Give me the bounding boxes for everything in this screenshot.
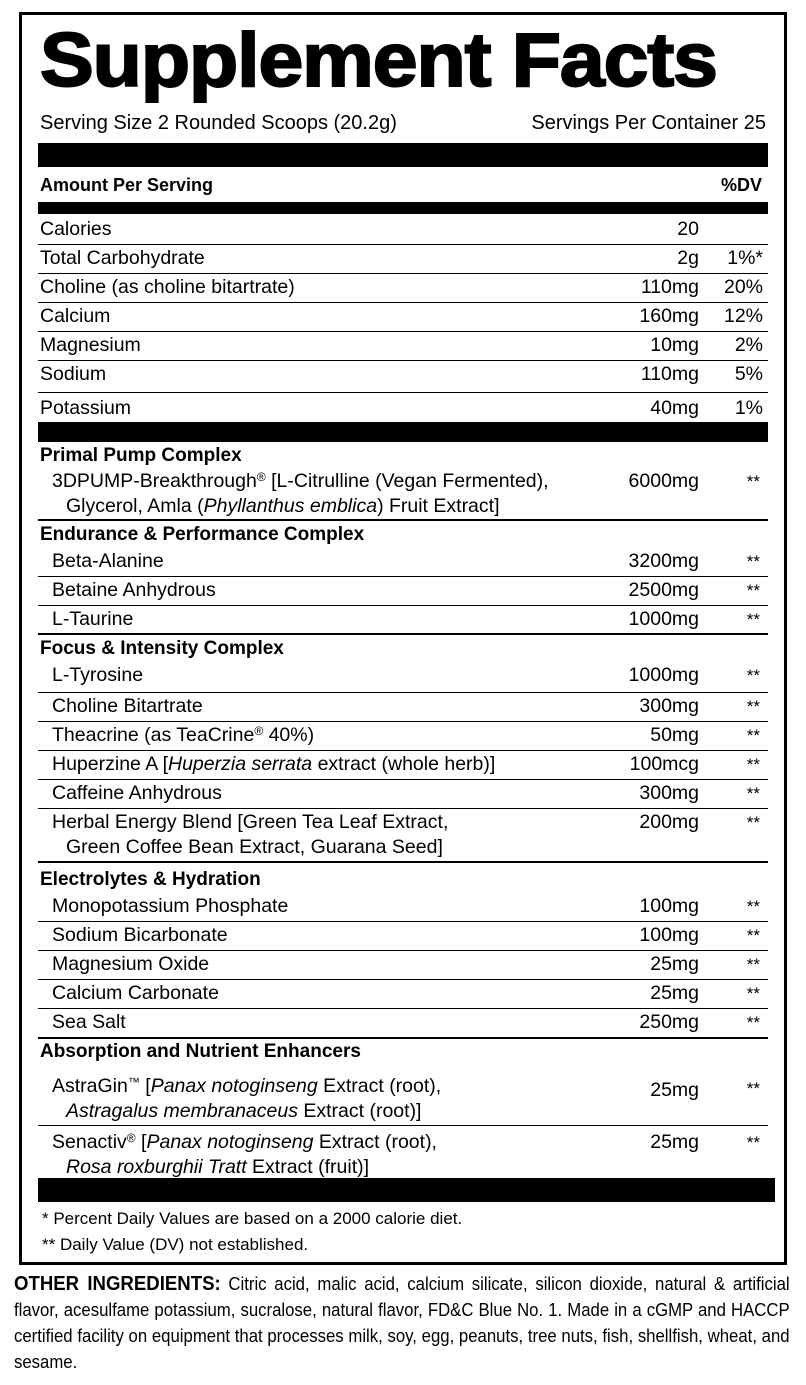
nutrient-dv: 2%	[734, 334, 763, 356]
ingredient-name: Huperzine A [Huperzia serrata extract (whole herb)]	[52, 753, 496, 775]
ingredient-amount: 100mcg	[629, 753, 699, 775]
amount-per-serving-header	[40, 175, 762, 196]
ingredient-row	[38, 548, 768, 577]
ingredient-name-line2: Rosa roxburghii Tratt Extract (fruit)]	[66, 1156, 370, 1178]
serving-size: Serving Size 2 Rounded Scoops (20.2g)	[40, 112, 397, 134]
ingredient-amount: 3200mg	[628, 550, 699, 572]
ingredient-dv: **	[746, 1013, 760, 1032]
footnote-dv-basis: * Percent Daily Values are based on a 2000 calorie diet.	[42, 1209, 463, 1228]
ingredient-amount: 300mg	[639, 695, 699, 717]
nutrient-dv: 1%	[734, 397, 763, 419]
ingredient-row	[38, 780, 768, 809]
dv-header: %DV	[720, 175, 762, 195]
other-ingredients	[14, 1271, 790, 1375]
nutrient-name: Magnesium	[40, 334, 141, 356]
ingredient-row	[38, 468, 768, 521]
thick-divider	[38, 1178, 775, 1202]
section-title-endurance: Endurance & Performance Complex	[40, 524, 365, 545]
nutrient-row	[38, 361, 768, 393]
servings-per-container: Servings Per Container 25	[531, 112, 766, 134]
ingredient-row	[38, 922, 768, 951]
ingredient-dv: **	[746, 610, 760, 629]
serving-info	[40, 112, 766, 135]
ingredient-amount: 200mg	[639, 811, 699, 833]
ingredient-name: Monopotassium Phosphate	[52, 895, 289, 917]
ingredient-dv: **	[746, 955, 760, 974]
ingredient-amount: 250mg	[639, 1011, 699, 1033]
nutrient-name: Calories	[40, 218, 112, 240]
ingredient-row	[38, 980, 768, 1009]
ingredient-dv: **	[746, 697, 760, 716]
ingredient-amount: 2500mg	[628, 579, 699, 601]
ingredient-row	[38, 722, 768, 751]
ingredient-amount: 25mg	[650, 982, 699, 1004]
amount-per-serving-label: Amount Per Serving	[40, 175, 214, 195]
ingredient-dv: **	[746, 552, 760, 571]
ingredient-row	[38, 951, 768, 980]
ingredient-row	[38, 1065, 768, 1126]
nutrient-dv: 20%	[723, 276, 763, 298]
ingredient-row	[38, 577, 768, 606]
ingredient-row	[38, 693, 768, 722]
nutrient-amount: 2g	[677, 247, 699, 269]
nutrient-amount: 110mg	[640, 363, 699, 385]
ingredient-row	[38, 662, 768, 693]
ingredient-name: Magnesium Oxide	[52, 953, 210, 975]
nutrient-dv: 1%*	[727, 247, 763, 269]
ingredient-dv: **	[746, 813, 760, 832]
section-title-focus: Focus & Intensity Complex	[40, 638, 284, 659]
ingredient-name: L-Taurine	[52, 608, 134, 630]
supplement-facts-panel	[19, 12, 787, 1265]
ingredient-name: Betaine Anhydrous	[52, 579, 216, 601]
footnote-dv-not-established: ** Daily Value (DV) not established.	[42, 1235, 309, 1254]
ingredient-row	[38, 893, 768, 922]
ingredient-dv: **	[746, 472, 760, 491]
ingredient-amount: 100mg	[639, 895, 699, 917]
nutrient-name: Calcium	[40, 305, 111, 327]
nutrient-amount: 10mg	[650, 334, 699, 356]
thick-divider	[38, 422, 768, 442]
ingredient-amount: 100mg	[639, 924, 699, 946]
nutrient-row	[38, 274, 768, 303]
ingredient-dv: **	[746, 784, 760, 803]
nutrient-dv: 5%	[734, 363, 763, 385]
ingredient-row	[38, 1129, 768, 1179]
nutrient-name: Choline (as choline bitartrate)	[40, 276, 295, 298]
ingredient-name: 3DPUMP-Breakthrough® [L-Citrulline (Vegan Fermented),	[52, 470, 549, 492]
medium-divider	[38, 202, 768, 214]
section-title-electrolytes: Electrolytes & Hydration	[40, 869, 261, 890]
ingredient-name: Calcium Carbonate	[52, 982, 219, 1004]
nutrient-row	[38, 303, 768, 332]
ingredient-name: Caffeine Anhydrous	[52, 782, 222, 804]
nutrient-amount: 160mg	[639, 305, 699, 327]
ingredient-dv: **	[746, 755, 760, 774]
section-title-absorption: Absorption and Nutrient Enhancers	[40, 1041, 361, 1062]
ingredient-amount: 1000mg	[628, 608, 699, 630]
nutrient-row	[38, 216, 768, 245]
ingredient-name: L-Tyrosine	[52, 664, 144, 686]
ingredient-amount: 50mg	[650, 724, 699, 746]
panel-title: Supplement Facts	[40, 18, 717, 103]
ingredient-amount: 25mg	[650, 953, 699, 975]
thick-divider	[38, 143, 768, 167]
ingredient-name-line2: Astragalus membranaceus Extract (root)]	[66, 1100, 422, 1122]
nutrient-dv: 12%	[723, 305, 763, 327]
nutrient-row	[38, 245, 768, 274]
ingredient-name: Choline Bitartrate	[52, 695, 203, 717]
nutrient-amount: 110mg	[640, 276, 699, 298]
nutrient-amount: 40mg	[650, 397, 699, 419]
ingredient-name: Sea Salt	[52, 1011, 126, 1033]
ingredient-row	[38, 606, 768, 635]
ingredient-name-line2: Glycerol, Amla (Phyllanthus emblica) Fruit Extract]	[66, 495, 500, 517]
ingredient-dv: **	[746, 926, 760, 945]
ingredient-name: Beta-Alanine	[52, 550, 164, 572]
ingredient-dv: **	[746, 726, 760, 745]
ingredient-amount: 1000mg	[628, 664, 699, 686]
ingredient-name: Senactiv® [Panax notoginseng Extract (root),	[52, 1131, 437, 1153]
other-ingredients-label: OTHER INGREDIENTS:	[14, 1273, 221, 1295]
nutrient-row	[38, 332, 768, 361]
nutrient-name: Sodium	[40, 363, 107, 385]
ingredient-amount: 25mg	[650, 1079, 699, 1101]
ingredient-dv: **	[746, 897, 760, 916]
ingredient-dv: **	[746, 984, 760, 1003]
ingredient-row	[38, 809, 768, 863]
ingredient-amount: 25mg	[650, 1131, 699, 1153]
ingredient-name: Herbal Energy Blend [Green Tea Leaf Extract,	[52, 811, 449, 833]
ingredient-name-line2: Green Coffee Bean Extract, Guarana Seed]	[66, 836, 443, 858]
ingredient-name: Theacrine (as TeaCrine® 40%)	[52, 724, 315, 746]
ingredient-amount: 300mg	[639, 782, 699, 804]
nutrient-row	[38, 395, 768, 424]
other-ingredients-text: Citric acid, malic acid, calcium silicate, silicon dioxide, natural & artificial flavor, acesulfame potassium, sucralose, natural flavor, FD&C Blue No. 1. Made in a cGMP and HACCP certified facility on equipment that processes milk, soy, egg, peanuts, tree nuts, fish, shellfish, wheat, and sesame.	[14, 1274, 790, 1372]
section-title-primal-pump: Primal Pump Complex	[40, 445, 242, 466]
ingredient-dv: **	[746, 1079, 760, 1098]
ingredient-row	[38, 751, 768, 780]
ingredient-amount: 6000mg	[628, 470, 699, 492]
ingredient-dv: **	[746, 581, 760, 600]
ingredient-dv: **	[746, 1133, 760, 1152]
ingredient-name: AstraGin™ [Panax notoginseng Extract (root),	[52, 1075, 442, 1097]
ingredient-row	[38, 1009, 768, 1039]
ingredient-dv: **	[746, 666, 760, 685]
nutrient-name: Potassium	[40, 397, 132, 419]
nutrient-amount: 20	[677, 218, 699, 240]
nutrient-name: Total Carbohydrate	[40, 247, 205, 269]
ingredient-name: Sodium Bicarbonate	[52, 924, 228, 946]
